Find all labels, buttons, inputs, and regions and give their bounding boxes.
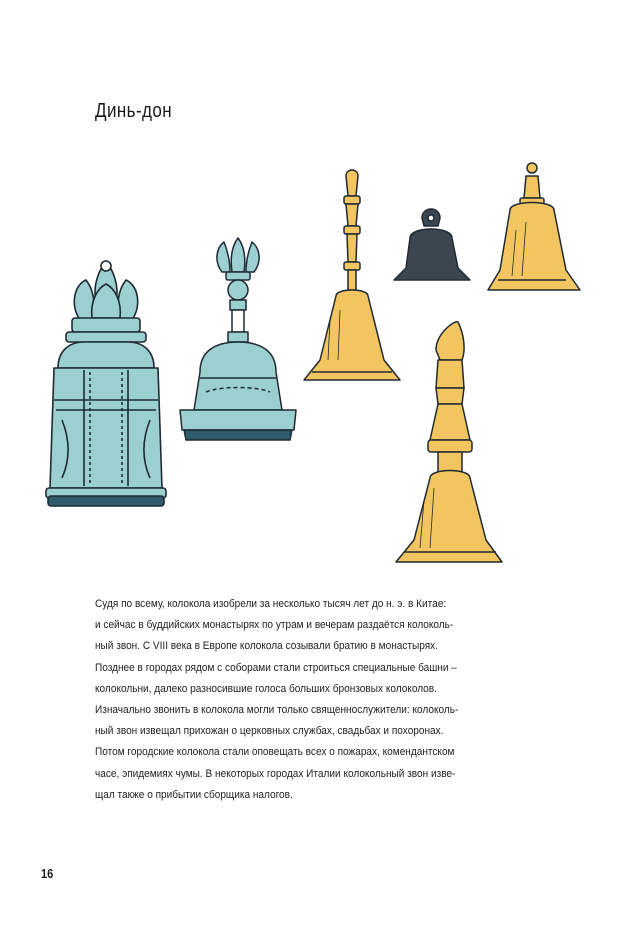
- page-title: Динь-дон: [95, 100, 173, 122]
- body-line: часе, эпидемиях чумы. В некоторых городах Италии колокольный звон изве-: [95, 767, 456, 780]
- body-line: Изначально звонить в колокола могли только священнослужители: колоколь-: [95, 704, 459, 717]
- body-line: и сейчас в буддийских монастырях по утрам и вечерам раздаётся колоколь-: [95, 619, 454, 632]
- bells-illustration: [0, 150, 623, 590]
- gold-knob-bell-icon: [488, 163, 580, 290]
- body-line: Позднее в городах рядом с соборами стали строиться специальные башни –: [95, 661, 457, 674]
- body-line: колокольни, далеко разносившие голоса больших бронзовых колоколов.: [95, 682, 437, 695]
- body-line: ный звон извещал прихожан о церковных службах, свадьбах и похоронах.: [95, 725, 444, 738]
- body-line: Судя по всему, колокола изобрели за несколько тысяч лет до н. э. в Китае:: [95, 598, 447, 610]
- gold-tall-handle-bell-icon: [304, 170, 400, 380]
- page-number: 16: [41, 866, 54, 881]
- body-line: ный звон. С VIII века в Европе колокола созывали братию в монастырях.: [95, 640, 439, 653]
- dark-small-bell-icon: [394, 209, 470, 280]
- body-line: щал также о прибытии сборщика налогов.: [95, 788, 293, 801]
- body-text: [95, 594, 527, 806]
- teal-vajra-bell-icon: [180, 238, 296, 440]
- body-line: Потом городские колокола стали оповещать всех о пожарах, комендантском: [95, 746, 455, 759]
- large-teal-bell-icon: [46, 261, 166, 506]
- gold-wooden-handle-bell-icon: [396, 322, 502, 562]
